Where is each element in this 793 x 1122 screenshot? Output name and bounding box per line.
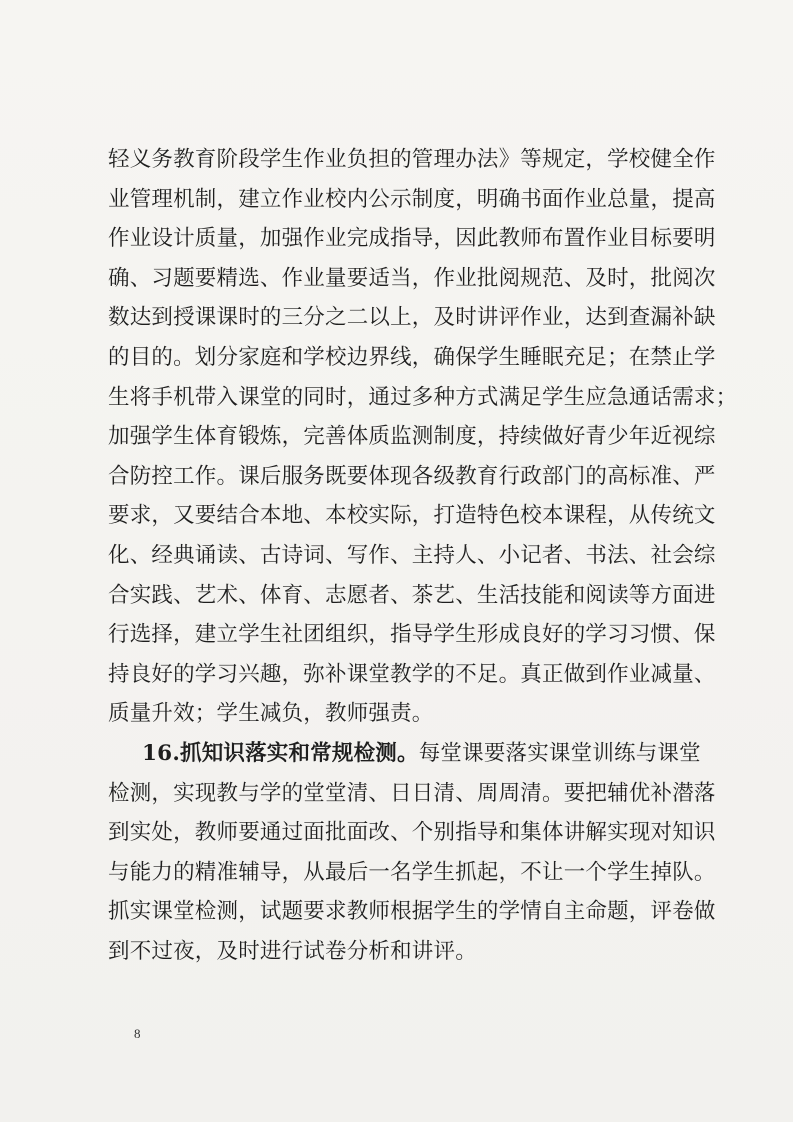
page-number: 8: [134, 1026, 141, 1041]
section-16-heading: 16.抓知识落实和常规检测。: [142, 740, 419, 766]
paragraph-line: 持良好的学习兴趣，弥补课堂教学的不足。真正做到作业减量、: [108, 661, 716, 687]
paragraph-line: 要求，又要结合本地、本校实际，打造特色校本课程，从传统文: [108, 503, 716, 529]
paragraph-line: 加强学生体育锻炼，完善体质监测制度，持续做好青少年近视综: [108, 424, 716, 450]
section-16-first-line: [108, 734, 708, 774]
paragraph-line: 与能力的精准辅导，从最后一名学生抓起，不让一个学生掉队。: [108, 859, 716, 885]
paragraph-line: 到不过夜，及时进行试卷分析和讲评。: [108, 938, 477, 964]
paragraph-line: 行选择，建立学生社团组织，指导学生形成良好的学习习惯、保: [108, 622, 716, 648]
paragraph-line: 到实处，教师要通过面批面改、个别指导和集体讲解实现对知识: [108, 820, 716, 846]
paragraph-line: 质量升效；学生减负，教师强责。: [108, 701, 434, 727]
body-text: [108, 140, 738, 971]
paragraph-line: 合实践、艺术、体育、志愿者、茶艺、生活技能和阅读等方面进: [108, 582, 716, 608]
paragraph-line: 生将手机带入课堂的同时，通过多种方式满足学生应急通话需求；: [108, 384, 738, 410]
paragraph-line: 检测，实现教与学的堂堂清、日日清、周周清。要把辅优补潜落: [108, 780, 716, 806]
paragraph-line: 化、经典诵读、古诗词、写作、主持人、小记者、书法、社会综: [108, 542, 716, 568]
paragraph-line: 确、习题要精选、作业量要适当，作业批阅规范、及时，批阅次: [108, 265, 716, 291]
paragraph-line: 轻义务教育阶段学生作业负担的管理办法》等规定，学校健全作: [108, 147, 716, 172]
paragraph-line: 合防控工作。课后服务既要体现各级教育行政部门的高标准、严: [108, 463, 716, 489]
paragraph-line: 业管理机制，建立作业校内公示制度，明确书面作业总量，提高: [108, 186, 716, 212]
section-16-first-line-text: 每堂课要落实课堂训练与课堂: [418, 740, 701, 766]
paragraph-line: 抓实课堂检测，试题要求教师根据学生的学情自主命题，评卷做: [108, 899, 716, 925]
paragraph-line: 数达到授课课时的三分之二以上，及时讲评作业，达到查漏补缺: [108, 305, 716, 331]
paragraph-line: 的目的。划分家庭和学校边界线，确保学生睡眠充足；在禁止学: [108, 344, 716, 370]
paragraph-line: 作业设计质量，加强作业完成指导，因此教师布置作业目标要明: [108, 226, 716, 252]
